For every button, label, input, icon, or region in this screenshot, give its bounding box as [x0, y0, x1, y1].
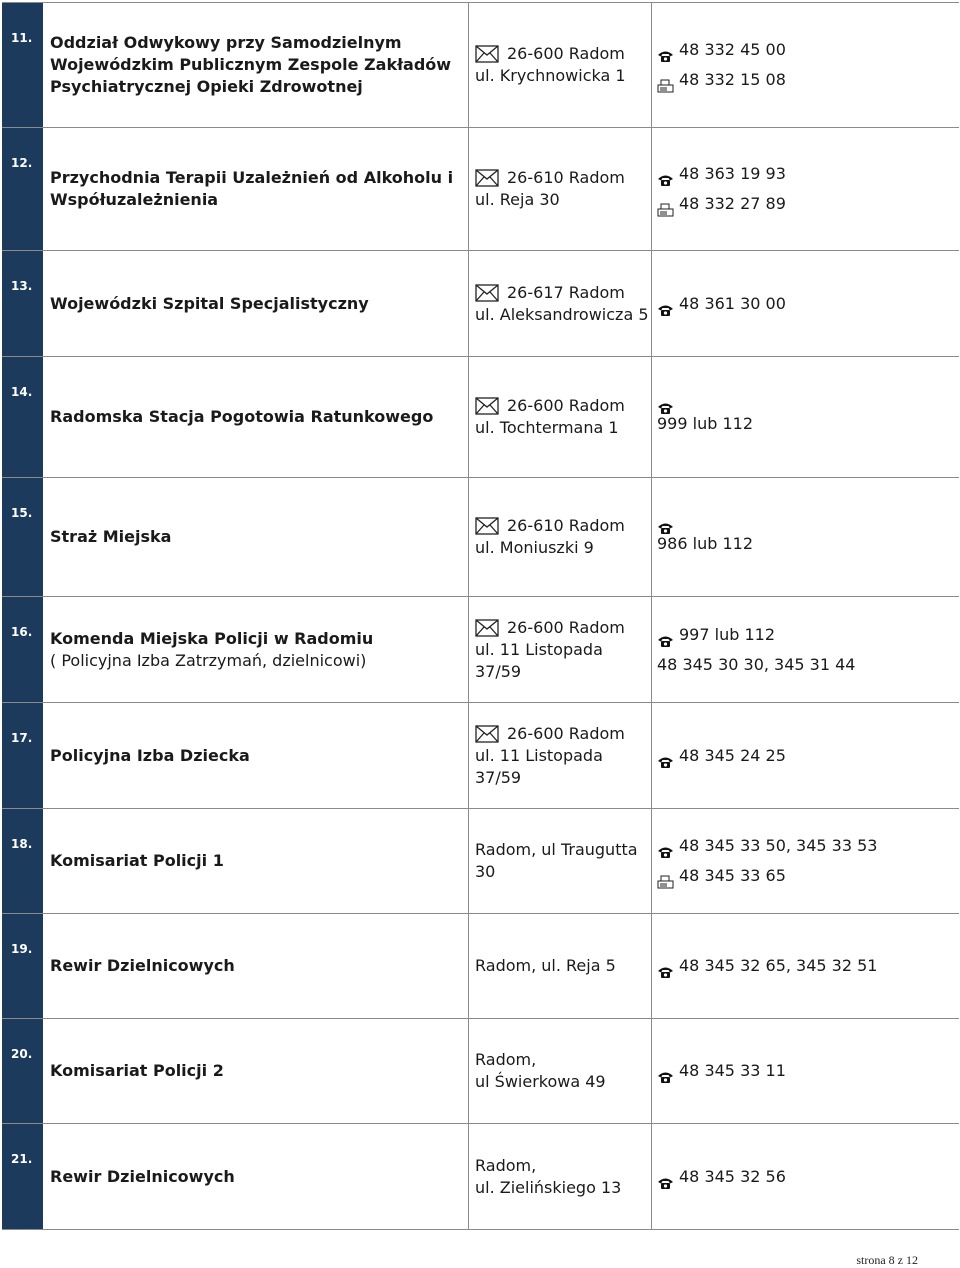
- table-row: [2, 478, 959, 597]
- table-row: [2, 914, 959, 1019]
- fax-line: [657, 189, 959, 219]
- phone-cell: [652, 914, 959, 1018]
- address-line-2: ul. Tochtermana 1: [475, 418, 619, 437]
- institution-name: Komenda Miejska Policji w Radomiu: [50, 628, 374, 648]
- page-number: strona 8 z 12: [856, 1253, 918, 1267]
- row-number-cell: [2, 251, 43, 356]
- address-text: Radom,: [475, 1050, 537, 1069]
- row-number: 16.: [11, 625, 33, 639]
- address-line-1: [475, 515, 651, 537]
- phone-cell: [652, 478, 959, 596]
- row-number: 13.: [11, 279, 33, 293]
- phone-extra: 48 345 30 30, 345 31 44: [657, 654, 856, 674]
- address-cell: [468, 597, 652, 702]
- phone-cell: [652, 128, 959, 250]
- address-text: 26-600 Radom: [507, 617, 625, 637]
- phone-icon: [657, 959, 674, 973]
- institution-name: Rewir Dzielnicowych: [50, 1166, 235, 1186]
- phone-line: [657, 831, 959, 861]
- phone-line: [657, 35, 959, 65]
- table-row: [2, 1124, 959, 1230]
- contact-table: [2, 2, 959, 1230]
- address-cell: [468, 1019, 652, 1123]
- fax-number: 48 332 27 89: [679, 194, 786, 213]
- address-line-2: ul. Aleksandrowicza 5: [475, 304, 649, 324]
- phone-icon: [657, 749, 674, 763]
- phone-icon: [657, 1170, 674, 1184]
- phone-line: [657, 951, 959, 981]
- phone-number: 48 345 32 56: [679, 1166, 786, 1186]
- address-cell: [468, 128, 652, 250]
- fax-line: [657, 861, 959, 891]
- phone-cell: [652, 251, 959, 356]
- phone-icon: [657, 43, 674, 57]
- address-line-2: 30: [475, 862, 496, 881]
- phone-number: 48 361 30 00: [679, 293, 786, 313]
- institution-name: Rewir Dzielnicowych: [50, 956, 235, 975]
- address-line-1: [475, 282, 651, 304]
- phone-cell: [652, 1019, 959, 1123]
- table-row: [2, 128, 959, 251]
- row-number-cell: [2, 3, 43, 127]
- row-number-cell: [2, 914, 43, 1018]
- fax-icon: [657, 869, 674, 883]
- phone-cell: [652, 357, 959, 477]
- row-number: 21.: [11, 1152, 33, 1166]
- row-number-cell: [2, 128, 43, 250]
- address-line-1: [475, 395, 651, 417]
- phone-icon: [657, 1064, 674, 1078]
- address-cell: [468, 3, 652, 127]
- institution-name-cell: [43, 703, 468, 808]
- phone-icon: [657, 839, 674, 853]
- address-line-1: [475, 167, 651, 189]
- row-number-cell: [2, 1019, 43, 1123]
- phone-icon: [657, 395, 674, 409]
- institution-name-cell: [43, 1124, 468, 1229]
- envelope-icon: [475, 169, 499, 187]
- institution-name-cell: [43, 809, 468, 913]
- envelope-icon: [475, 397, 499, 415]
- institution-name-cell: [43, 478, 468, 596]
- row-number: 14.: [11, 385, 33, 399]
- address-cell: [468, 478, 652, 596]
- institution-name: Policyjna Izba Dziecka: [50, 745, 250, 765]
- envelope-icon: [475, 619, 499, 637]
- address-cell: [468, 809, 652, 913]
- phone-number: 48 345 32 65, 345 32 51: [679, 956, 878, 975]
- phone-extra: 986 lub 112: [657, 534, 753, 553]
- phone-line: [657, 289, 959, 319]
- phone-cell: [652, 703, 959, 808]
- phone-icon: [657, 515, 674, 529]
- address-line-2: ul. 11 Listopada 37/59: [475, 639, 603, 681]
- phone-number: 997 lub 112: [679, 624, 775, 644]
- address-text: 26-617 Radom: [507, 282, 625, 302]
- institution-name: Wojewódzki Szpital Specjalistyczny: [50, 293, 369, 313]
- envelope-icon: [475, 517, 499, 535]
- address-line-2: ul. Moniuszki 9: [475, 538, 594, 557]
- fax-icon: [657, 73, 674, 87]
- phone-line: [657, 741, 959, 771]
- address-text: 26-600 Radom: [507, 723, 625, 743]
- institution-name-cell: [43, 128, 468, 250]
- address-text: 26-600 Radom: [507, 44, 625, 63]
- institution-name-cell: [43, 597, 468, 702]
- institution-name-cell: [43, 914, 468, 1018]
- phone-cell: [652, 809, 959, 913]
- address-line-2: ul Świerkowa 49: [475, 1072, 606, 1091]
- address-line-1: [475, 1049, 651, 1071]
- envelope-icon: [475, 284, 499, 302]
- address-line-1: [475, 955, 651, 977]
- phone-line: [657, 159, 959, 189]
- phone-line: [657, 1162, 959, 1192]
- row-number-cell: [2, 478, 43, 596]
- institution-name: Komisariat Policji 2: [50, 1061, 224, 1080]
- phone-cell: [652, 597, 959, 702]
- row-number: 20.: [11, 1047, 33, 1061]
- row-number: 12.: [11, 156, 33, 170]
- institution-subtitle: ( Policyjna Izba Zatrzymań, dzielnicowi): [50, 650, 367, 670]
- address-line-1: [475, 839, 651, 861]
- row-number: 15.: [11, 506, 33, 520]
- phone-number: 48 363 19 93: [679, 164, 786, 183]
- address-text: 26-610 Radom: [507, 168, 625, 187]
- table-row: [2, 2, 959, 128]
- address-cell: [468, 914, 652, 1018]
- phone-icon: [657, 297, 674, 311]
- row-number-cell: [2, 597, 43, 702]
- address-text: 26-610 Radom: [507, 516, 625, 535]
- phone-icon: [657, 628, 674, 642]
- address-line-1: [475, 617, 651, 639]
- fax-number: 48 332 15 08: [679, 70, 786, 89]
- phone-cell: [652, 3, 959, 127]
- phone-number: 48 345 24 25: [679, 745, 786, 765]
- address-text: Radom, ul. Reja 5: [475, 956, 616, 975]
- phone-cell: [652, 1124, 959, 1229]
- fax-line: [657, 65, 959, 95]
- envelope-icon: [475, 45, 499, 63]
- row-number: 18.: [11, 837, 33, 851]
- institution-name: Przychodnia Terapii Uzależnień od Alkoholu i Współuzależnienia: [50, 168, 454, 209]
- address-line-1: [475, 723, 651, 745]
- institution-name-cell: [43, 3, 468, 127]
- address-line-2: ul. Krychnowicka 1: [475, 66, 626, 85]
- phone-number: 48 332 45 00: [679, 40, 786, 59]
- table-row: [2, 703, 959, 809]
- address-line-2: ul. Zielińskiego 13: [475, 1177, 622, 1197]
- table-row: [2, 1019, 959, 1124]
- row-number-cell: [2, 809, 43, 913]
- institution-name: Oddział Odwykowy przy Samodzielnym Wojewódzkim Publicznym Zespole Zakładów Psychiatrycznej Opieki Zdrowotnej: [50, 33, 452, 96]
- envelope-icon: [475, 725, 499, 743]
- address-text: Radom, ul Traugutta: [475, 840, 638, 859]
- address-line-1: [475, 1155, 651, 1177]
- row-number: 11.: [11, 31, 33, 45]
- institution-name: Komisariat Policji 1: [50, 851, 224, 870]
- phone-line: [657, 1056, 959, 1086]
- phone-line: [657, 620, 959, 650]
- row-number: 17.: [11, 731, 33, 745]
- address-cell: [468, 357, 652, 477]
- phone-line: [657, 515, 959, 529]
- address-text: 26-600 Radom: [507, 396, 625, 415]
- address-line-2: ul. Reja 30: [475, 190, 560, 209]
- address-cell: [468, 1124, 652, 1229]
- institution-name: Straż Miejska: [50, 527, 172, 546]
- table-row: [2, 357, 959, 478]
- address-text: Radom,: [475, 1155, 537, 1175]
- institution-name: Radomska Stacja Pogotowia Ratunkowego: [50, 407, 434, 426]
- table-row: [2, 251, 959, 357]
- table-row: [2, 809, 959, 914]
- table-row: [2, 597, 959, 703]
- phone-line: [657, 395, 959, 409]
- address-line-1: [475, 43, 651, 65]
- address-line-2: ul. 11 Listopada 37/59: [475, 745, 603, 787]
- institution-name-cell: [43, 1019, 468, 1123]
- phone-icon: [657, 167, 674, 181]
- row-number-cell: [2, 357, 43, 477]
- institution-name-cell: [43, 251, 468, 356]
- address-cell: [468, 251, 652, 356]
- phone-extra: 999 lub 112: [657, 414, 753, 433]
- row-number-cell: [2, 1124, 43, 1229]
- fax-number: 48 345 33 65: [679, 866, 786, 885]
- institution-name-cell: [43, 357, 468, 477]
- fax-icon: [657, 197, 674, 211]
- address-cell: [468, 703, 652, 808]
- row-number-cell: [2, 703, 43, 808]
- phone-number: 48 345 33 11: [679, 1061, 786, 1080]
- row-number: 19.: [11, 942, 33, 956]
- phone-number: 48 345 33 50, 345 33 53: [679, 836, 878, 855]
